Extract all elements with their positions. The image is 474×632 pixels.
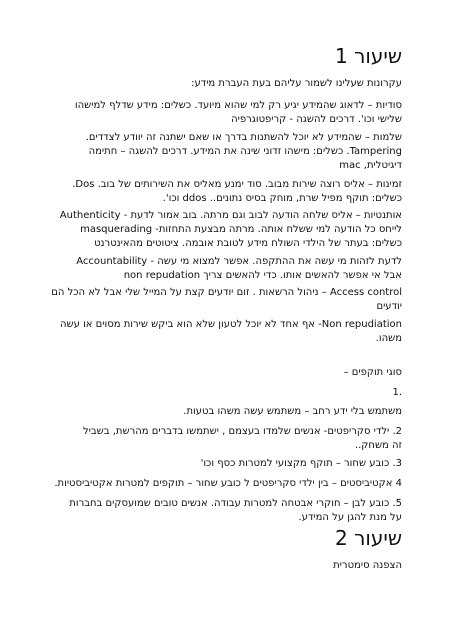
lesson1-title: שיעור 1 xyxy=(335,44,402,68)
text-line: זמינות – אליס רוצה שירות מבוב. סוד ימנע מאליס את השירותים של בוב. Dos. xyxy=(72,179,402,190)
text-line: 2. ילדי סקריפטים- אנשים שלמדו בעצמם , ישתמשו בדברים מהרשת, בשביל xyxy=(82,426,402,437)
paragraph-integrity xyxy=(57,131,402,173)
text-line: כשלים: בעתר של הילדי השולח מידע לטובת אובמה. ציטוטים מהאינטרנט xyxy=(94,238,402,249)
text-line: על מנת להגן על המידע. xyxy=(298,512,402,523)
text-line: Non repudiation- אף אחד לא יוכל לטעון שלא הוא ביקש שירות מסוים או עשה xyxy=(60,319,402,330)
text-line: זה משחק.. xyxy=(354,440,402,451)
attack-types-heading: סוגי תוקפים – xyxy=(343,367,402,378)
paragraph-authenticity xyxy=(57,209,402,251)
attack-item-user: משתמש בלי ידע רחב – משתמש עשה משהו בטעות. xyxy=(183,406,402,417)
text-line: 5. כובע לבן – חוקרי אבטחה למטרות עבודה. אנשים טובים שמועסקים בחברות xyxy=(69,498,402,509)
text-line: כשלים: תוקף מפיל שרת, מוחק בסיס נתונים.. ddos וכו'. xyxy=(162,193,402,204)
attack-item-1-number: 1. xyxy=(392,387,402,398)
paragraph-availability xyxy=(57,178,402,206)
paragraph-confidentiality xyxy=(57,99,402,127)
text-line: סודיות – לדאוג שהמידע יגיע רק למי שהוא מיועד. כשלים: מידע שדלף למישהו xyxy=(74,100,402,111)
paragraph-accountability xyxy=(57,255,402,283)
text-line: לייחס כל הודעה למי ששלח אותה. מרתה מבצעת התחזות- masquerading xyxy=(80,224,402,235)
text-line: דיגיטלית, mac xyxy=(339,160,402,171)
text-line: משהו. xyxy=(375,333,402,344)
attack-item-activists: 4 אקטיביסטים – בין ילדי סקריפטים ל כובע שחור – תוקפים למטרות אקטיביסטיות. xyxy=(54,478,402,489)
lesson2-first-line: הצפנה סימטרית xyxy=(333,560,402,571)
attack-item-black-hat: 3. כובע שחור – תוקף מקצועי למטרות כסף וכו' xyxy=(200,458,402,469)
paragraph-non-repudiation xyxy=(57,318,402,346)
text-line: Access control – ניהול הרשאות . זום יודעים קצת על המייל שלי אבל לא הכל הם xyxy=(51,287,402,298)
attack-item-white-hat xyxy=(57,497,402,525)
text-line: אבל אי אפשר להאשים אותו. כדי להאשים צריך non repudation xyxy=(123,270,402,281)
text-line: שלישי וכו'. דרכים להשגה - קריפטוגרפיה xyxy=(231,114,402,125)
text-line: יודעים xyxy=(376,301,402,312)
text-line: שלמות – שהמידע לא יוכל להשתנות בדרך או שאם ישתנה זה יוודע לצדדים. xyxy=(85,132,402,143)
lesson2-title: שיעור 2 xyxy=(335,526,402,550)
intro-line: עקרונות שעלינו לשמור עליהם בעת העברת מידע: xyxy=(191,78,402,89)
paragraph-access-control xyxy=(51,286,402,314)
text-line: Tampering. כשלים: מישהו זדוני שינה את המידע. דרכים להשגה – חתימה xyxy=(88,146,402,157)
text-line: לדעת לזהות מי עשה את ההתקפה. אפשר למצוא מי עשה - Accountability xyxy=(76,256,402,267)
attack-item-script-kiddies xyxy=(57,425,402,453)
text-line: אותנטיות – אליס שלחה הודעה לבוב וגם מרתה. בוב אמור לדעת - Authenticity xyxy=(59,210,402,221)
